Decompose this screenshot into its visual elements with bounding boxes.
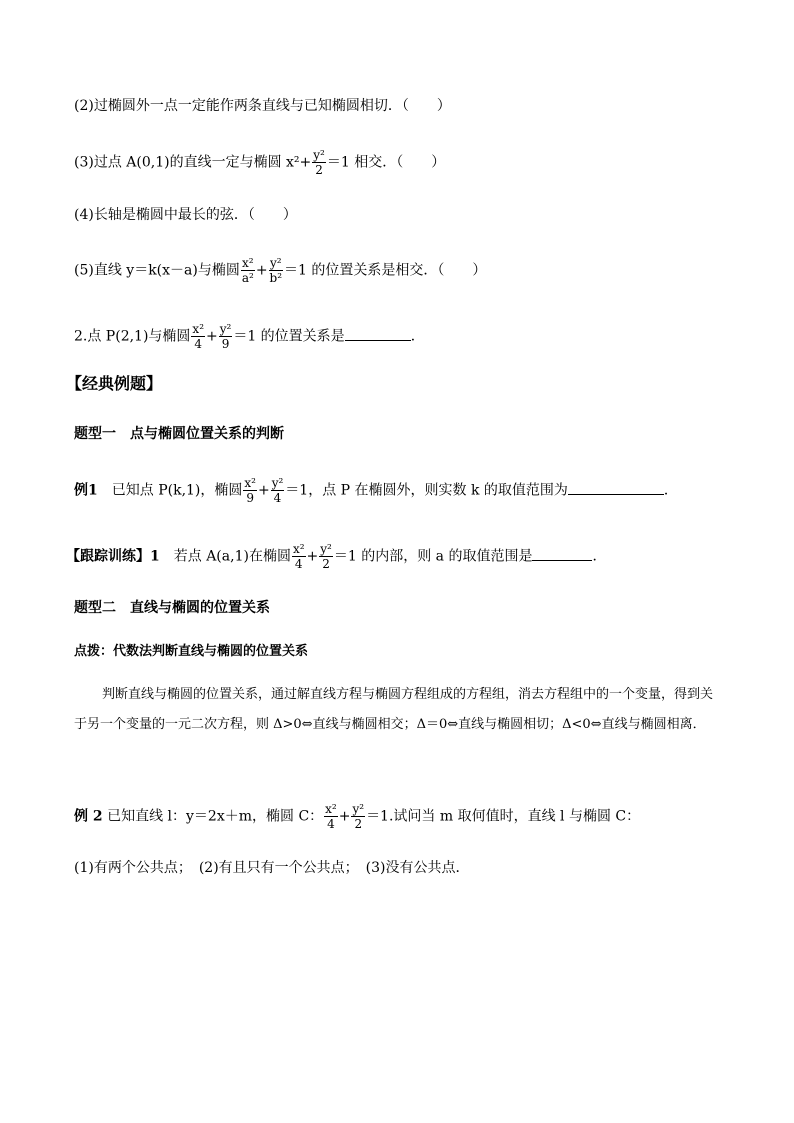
question-3 (74, 148, 445, 177)
fraction-denominator: 4 (194, 337, 203, 351)
example-1-text-pre: 已知点 P(k,1)，椭圆 (97, 482, 243, 499)
fraction-denominator: 2 (354, 817, 363, 831)
question-3-text-post: ＝1 相交．（ ） (326, 154, 446, 171)
fraction-denominator: 4 (294, 557, 303, 571)
example-2-text-pre: 已知直线 l：y＝2x＋m，椭圆 C： (102, 808, 324, 825)
example-1-label: 例1 (74, 482, 98, 499)
example-2-fraction-2 (351, 802, 365, 831)
type-1-title: 题型一 点与椭圆位置关系的判断 (74, 426, 284, 442)
fraction-numerator: y² (270, 256, 282, 270)
fraction-numerator: x² (192, 322, 204, 336)
fraction-numerator: x² (325, 802, 337, 816)
question-5-text-pre: (5)直线 y＝k(x－a)与椭圆 (74, 262, 240, 279)
question-2 (74, 96, 451, 116)
example-2-text-post: ＝1.试问当 m 取何值时，直线 l 与椭圆 C： (366, 808, 641, 825)
tracking-exercise-1 (66, 542, 606, 571)
fraction-numerator: y² (352, 802, 365, 816)
question-3-text-pre: (3)过点 A(0,1)的直线一定与椭圆 x²+ (74, 154, 312, 171)
fraction-numerator: x² (244, 476, 256, 490)
problem-2-text-post: ＝1 的位置关系是 (233, 328, 345, 345)
question-2-text: (2)过椭圆外一点一定能作两条直线与已知椭圆相切．（ ） (74, 98, 451, 114)
example-1-fraction-1 (243, 476, 257, 505)
problem-2-fraction-2 (219, 322, 233, 351)
example-2-label: 例 2 (74, 808, 103, 825)
tracking-exercise-text-pre: 若点 A(a,1)在椭圆 (159, 548, 291, 565)
tracking-exercise-label: 【跟踪训练】1 (66, 548, 160, 565)
example-1-fraction-2 (271, 476, 285, 505)
problem-2-fraction-1 (191, 322, 205, 351)
fraction-denominator: b² (269, 271, 283, 285)
problem-2 (74, 322, 425, 351)
question-5-fraction-1 (241, 256, 255, 285)
answer-blank[interactable] (345, 328, 411, 341)
fraction-numerator: y² (320, 542, 332, 556)
example-2-subquestions: (1)有两个公共点； (2)有且只有一个公共点； (3)没有公共点． (74, 860, 470, 876)
problem-2-end: ． (410, 328, 425, 345)
tracking-exercise-end: ． (592, 548, 607, 565)
fraction-denominator: 9 (246, 491, 254, 505)
type-2-title: 题型二 直线与椭圆的位置关系 (74, 600, 270, 616)
plus-sign: + (257, 482, 270, 499)
question-3-fraction (312, 148, 326, 177)
plus-sign: + (338, 808, 351, 825)
plus-sign: + (255, 262, 268, 279)
question-5 (74, 256, 486, 285)
example-1-end: ． (663, 482, 678, 499)
fraction-denominator: 2 (322, 557, 330, 571)
question-5-text-post: ＝1 的位置关系是相交．（ ） (284, 262, 487, 279)
plus-sign: + (306, 548, 319, 565)
fraction-denominator: 2 (315, 163, 323, 177)
fraction-denominator: 4 (327, 817, 335, 831)
question-4 (74, 205, 297, 225)
tip-heading: 点拨：代数法判断直线与椭圆的位置关系 (74, 644, 309, 659)
question-5-fraction-2 (269, 256, 284, 285)
fraction-numerator: y² (313, 148, 325, 162)
example-2-fraction-1 (324, 802, 338, 831)
fraction-denominator: 9 (221, 337, 230, 351)
answer-blank[interactable] (532, 548, 592, 561)
question-4-text: (4)长轴是椭圆中最长的弦．（ ） (74, 207, 297, 223)
example-2 (74, 802, 640, 831)
fraction-numerator: y² (271, 476, 284, 490)
fraction-numerator: y² (219, 322, 232, 336)
fraction-numerator: x² (292, 542, 305, 556)
problem-2-text-pre: 2.点 P(2,1)与椭圆 (74, 328, 191, 345)
section-title: 【经典例题】 (66, 374, 163, 393)
example-1 (74, 476, 678, 505)
fraction-denominator: a² (241, 271, 254, 285)
tracking-exercise-fraction-2 (319, 542, 333, 571)
explanation-paragraph: 判断直线与椭圆的位置关系，通过解直线方程与椭圆方程组成的方程组，消去方程组中的一个变量，得到关于另一个变量的一元二次方程，则 Δ>0⇔直线与椭圆相交；Δ＝0⇔直线与椭圆相切；Δ<0⇔直线与椭圆相离． (74, 687, 714, 732)
fraction-denominator: 4 (273, 491, 282, 505)
example-1-text-post: ＝1，点 P 在椭圆外，则实数 k 的取值范围为 (285, 482, 568, 499)
answer-blank[interactable] (568, 482, 664, 495)
plus-sign: + (206, 328, 218, 345)
fraction-numerator: x² (242, 256, 254, 270)
tracking-exercise-fraction-1 (292, 542, 306, 571)
tracking-exercise-text-post: ＝1 的内部，则 a 的取值范围是 (333, 548, 533, 565)
